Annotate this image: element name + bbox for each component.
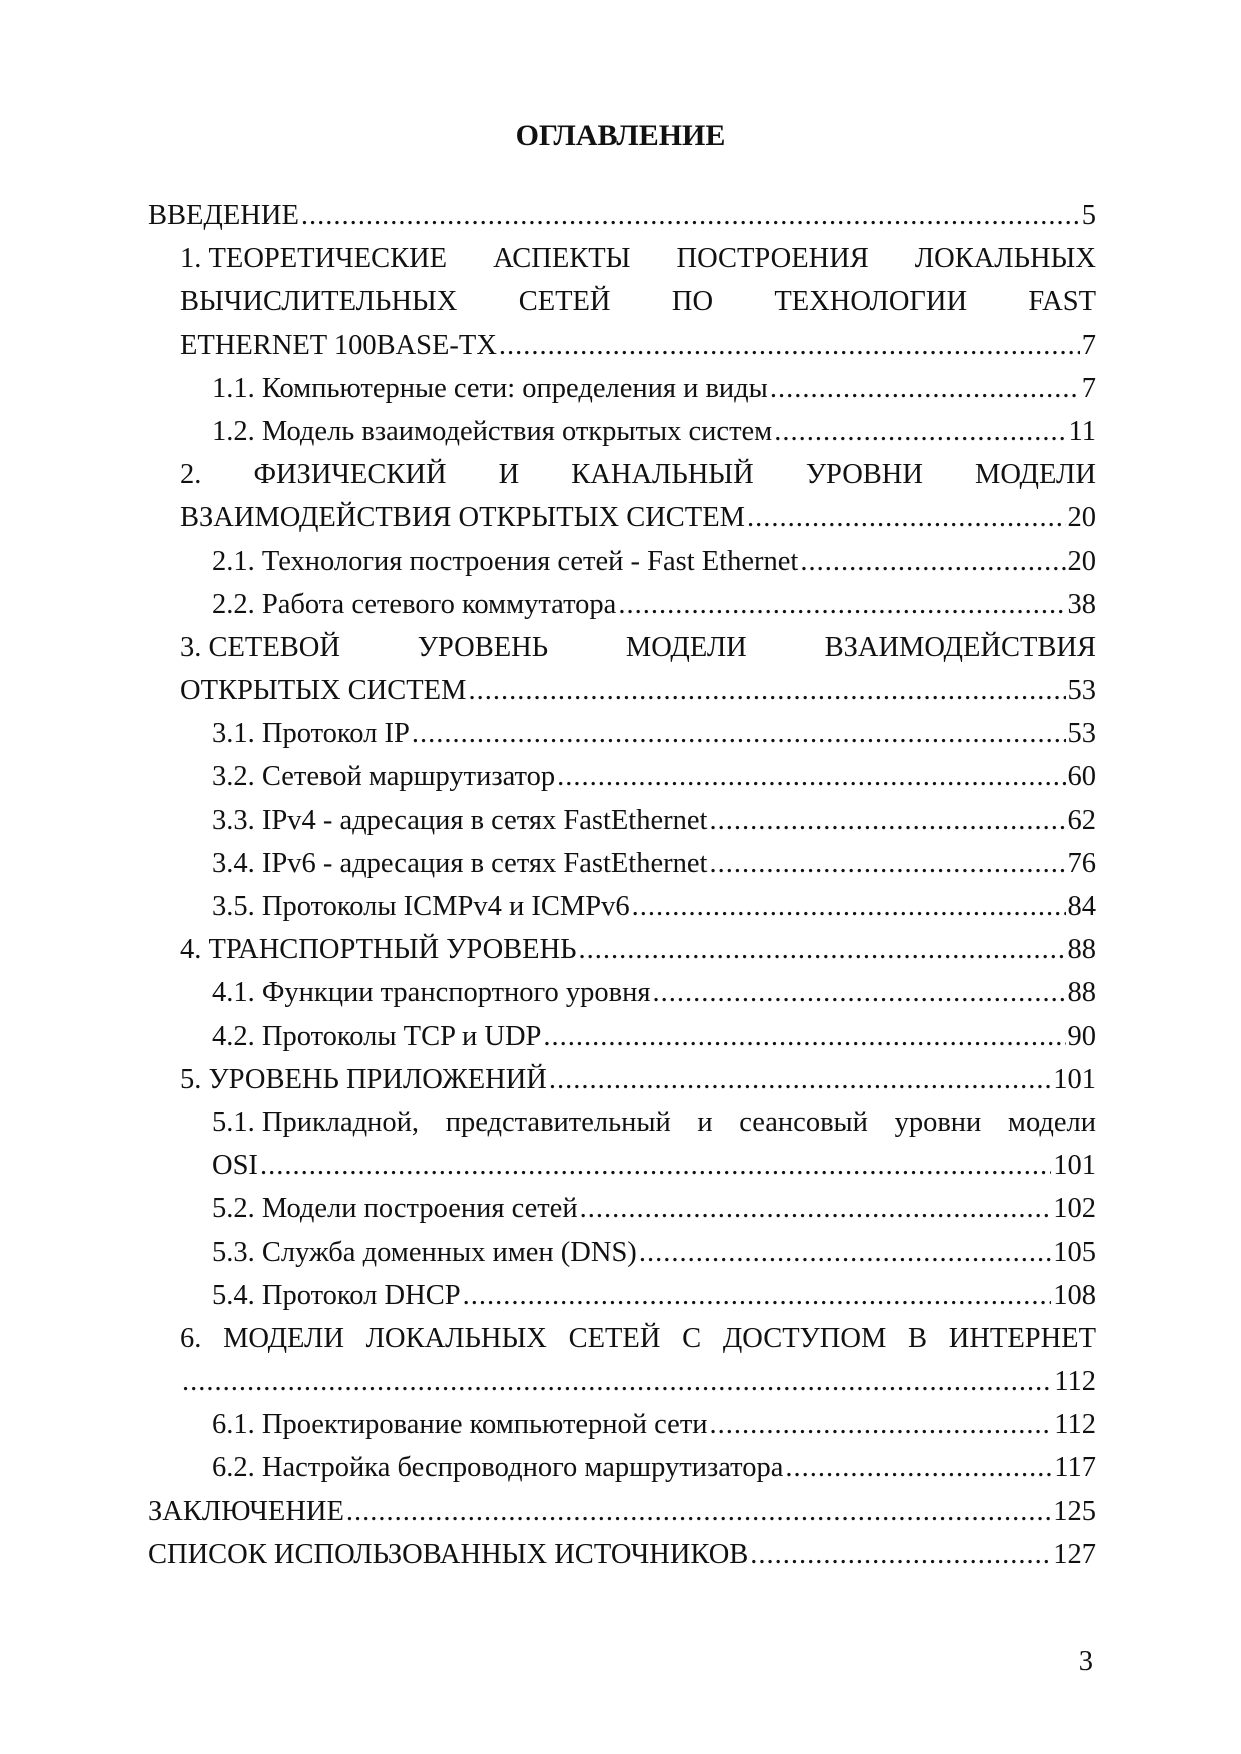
toc-entry-page: 88 — [1067, 934, 1096, 966]
toc-heading-word: FAST — [1028, 286, 1096, 318]
toc-entry — [148, 583, 1096, 626]
toc-entry-title: 4.1. Функции транспортного уровня — [212, 977, 651, 1009]
dot-leader — [557, 755, 1065, 798]
toc-entry — [148, 496, 1096, 539]
toc-entry-page: 112 — [1054, 1409, 1096, 1441]
page-title: ОГЛАВЛЕНИЕ — [515, 119, 726, 152]
toc-entry-page: 5 — [1081, 200, 1096, 231]
toc-entry-page: 117 — [1054, 1452, 1096, 1484]
toc-heading-word: 2. — [180, 459, 202, 491]
dot-leader — [632, 885, 1066, 928]
toc-entry-page: 53 — [1067, 675, 1096, 707]
dot-leader — [770, 367, 1080, 410]
toc-entry-page: 90 — [1067, 1020, 1096, 1052]
dot-leader — [468, 669, 1065, 712]
toc-entry-page: 7 — [1081, 372, 1096, 404]
toc-heading-word: 6. — [180, 1322, 202, 1354]
toc-entry — [148, 1403, 1096, 1446]
toc-heading-word: МОДЕЛИ — [975, 459, 1096, 491]
dot-leader — [412, 712, 1066, 755]
toc-entry-title: ЗАКЛЮЧЕНИЕ — [148, 1495, 344, 1527]
toc-entry-title: 3.2. Сетевой маршрутизатор — [212, 761, 556, 793]
toc-entry-title: 3.1. Протокол IP — [212, 718, 410, 750]
dot-leader — [182, 1360, 1052, 1403]
toc-entry-title: 4.2. Протоколы TCP и UDP — [212, 1020, 542, 1052]
dot-leader — [709, 842, 1065, 885]
toc-entry-title: 2.2. Работа сетевого коммутатора — [212, 588, 617, 620]
toc-heading-line — [148, 453, 1096, 496]
toc-heading-word: С — [682, 1322, 702, 1354]
toc-heading-word: КАНАЛЬНЫЙ — [571, 459, 754, 491]
toc-entry-title: 3.5. Протоколы ICMPv4 и ICMPv6 — [212, 891, 630, 922]
toc-entry-page: 20 — [1067, 545, 1096, 577]
toc-entry — [148, 324, 1096, 367]
toc-entry-title: 5.4. Протокол DHCP — [212, 1279, 461, 1311]
toc-entry-title: 6.2. Настройка беспроводного маршрутизатора — [212, 1452, 784, 1484]
toc-entry-page: 84 — [1067, 891, 1096, 922]
toc-entry-title: 2.1. Технология построения сетей - Fast Ethernet — [212, 545, 799, 577]
toc-entry — [148, 1058, 1096, 1101]
toc-entry-title: 5.3. Служба доменных имен (DNS) — [212, 1236, 637, 1268]
toc-entry-page: 88 — [1067, 977, 1096, 1009]
toc-heading-line — [148, 237, 1096, 280]
toc-entry — [148, 1360, 1096, 1403]
toc-heading-line — [148, 1317, 1096, 1360]
toc-entry-title: СПИСОК ИСПОЛЬЗОВАННЫХ ИСТОЧНИКОВ — [148, 1538, 749, 1570]
dot-leader — [580, 1187, 1052, 1230]
toc-entry-page: 53 — [1067, 718, 1096, 750]
toc-entry-page: 102 — [1053, 1193, 1096, 1225]
toc-entry — [148, 799, 1096, 842]
dot-leader — [549, 1058, 1051, 1101]
toc-entry — [148, 540, 1096, 583]
toc-entry — [148, 1274, 1096, 1317]
dot-leader — [750, 1533, 1051, 1576]
toc-entry-page: 125 — [1053, 1495, 1096, 1527]
toc-entry — [148, 1144, 1096, 1187]
toc-heading-word: МОДЕЛИ — [223, 1322, 344, 1354]
toc-entry-page: 20 — [1067, 502, 1096, 534]
toc-heading-word: ДОСТУПОМ — [722, 1322, 887, 1354]
toc-heading-word: уровни — [894, 1106, 982, 1138]
toc-heading-word: ТЕХНОЛОГИИ — [774, 286, 968, 318]
toc-heading-word: УРОВЕНЬ — [417, 631, 549, 663]
toc-entry — [148, 194, 1096, 237]
toc-heading-word: 1. ТЕОРЕТИЧЕСКИЕ — [180, 243, 448, 275]
toc-entry — [148, 1187, 1096, 1230]
toc-entry — [148, 1490, 1096, 1533]
dot-leader — [463, 1274, 1052, 1317]
toc-heading-word: ПО — [671, 286, 714, 318]
toc-entry-page: 101 — [1053, 1150, 1096, 1182]
toc-entry-title: ВВЕДЕНИЕ — [148, 200, 299, 231]
toc-heading-line — [148, 280, 1096, 323]
toc-heading-word: И — [498, 459, 520, 491]
toc-entry — [148, 367, 1096, 410]
dot-leader — [579, 928, 1066, 971]
toc-entry-page: 76 — [1067, 847, 1096, 879]
toc-entry-page: 112 — [1054, 1366, 1096, 1398]
toc-entry-page: 127 — [1053, 1538, 1096, 1570]
toc-entry — [148, 1446, 1096, 1489]
toc-entry — [148, 971, 1096, 1014]
toc-entry-title: OSI — [212, 1150, 258, 1182]
toc-entry — [148, 1231, 1096, 1274]
toc-heading-word: ИНТЕРНЕТ — [948, 1322, 1096, 1354]
toc-entry-page: 108 — [1053, 1279, 1096, 1311]
dot-leader — [710, 1403, 1053, 1446]
toc-heading-word: ВЫЧИСЛИТЕЛЬНЫХ — [180, 286, 458, 318]
toc-heading-word: АСПЕКТЫ — [493, 243, 631, 275]
toc-entry-page: 60 — [1067, 761, 1096, 793]
dot-leader — [499, 324, 1080, 367]
toc-heading-word: СЕТЕЙ — [568, 1322, 661, 1354]
dot-leader — [260, 1144, 1051, 1187]
toc-heading-word: ЛОКАЛЬНЫХ — [365, 1322, 547, 1354]
toc-entry-title: ETHERNET 100BASE-TX — [180, 329, 497, 361]
toc-entry-page: 62 — [1067, 804, 1096, 836]
dot-leader — [346, 1490, 1051, 1533]
toc-heading-word: ФИЗИЧЕСКИЙ — [253, 459, 447, 491]
toc-heading-word: СЕТЕЙ — [518, 286, 611, 318]
dot-leader — [774, 410, 1066, 453]
toc-entry — [148, 669, 1096, 712]
toc-heading-word: ЛОКАЛЬНЫХ — [914, 243, 1096, 275]
toc-heading-word: сеансовый — [739, 1106, 868, 1138]
toc-entry-title: 5. УРОВЕНЬ ПРИЛОЖЕНИЙ — [180, 1063, 547, 1095]
toc-entry — [148, 928, 1096, 971]
toc-heading-word: 3. СЕТЕВОЙ — [180, 631, 340, 663]
toc-entry — [148, 885, 1096, 928]
toc-entry-title: 1.1. Компьютерные сети: определения и виды — [212, 372, 768, 404]
toc-heading-word: ВЗАИМОДЕЙСТВИЯ — [824, 631, 1096, 663]
page-number: 3 — [1078, 1646, 1093, 1677]
dot-leader — [785, 1446, 1052, 1489]
toc-entry-page: 7 — [1081, 329, 1096, 361]
toc-heading-word: ПОСТРОЕНИЯ — [676, 243, 869, 275]
toc-entry-title: 3.4. IPv6 - адресация в сетях FastEthernet — [212, 847, 708, 879]
toc-entry-title: ОТКРЫТЫХ СИСТЕМ — [180, 675, 467, 707]
toc-heading-word: и — [697, 1106, 713, 1138]
toc-entry-title: 3.3. IPv4 - адресация в сетях FastEthernet — [212, 804, 708, 836]
toc-entry — [148, 755, 1096, 798]
toc-entry-page: 38 — [1067, 588, 1096, 620]
toc-entry — [148, 1533, 1096, 1576]
toc-entry-title: 5.2. Модели построения сетей — [212, 1193, 578, 1225]
toc-heading-line — [148, 1101, 1096, 1144]
dot-leader — [639, 1231, 1051, 1274]
toc-heading-word: 5.1. Прикладной, — [212, 1106, 420, 1138]
toc-entry-title: 1.2. Модель взаимодействия открытых систем — [212, 415, 773, 447]
toc-heading-word: представительный — [445, 1106, 671, 1138]
dot-leader — [800, 540, 1065, 583]
dot-leader — [618, 583, 1065, 626]
toc-entry-page: 101 — [1053, 1063, 1096, 1095]
toc-entry — [148, 842, 1096, 885]
toc-entry-title: ВЗАИМОДЕЙСТВИЯ ОТКРЫТЫХ СИСТЕМ — [180, 502, 745, 534]
toc-entry-page: 105 — [1053, 1236, 1096, 1268]
dot-leader — [652, 971, 1065, 1014]
dot-leader — [747, 496, 1066, 539]
dot-leader — [709, 799, 1065, 842]
toc-entry-title: 4. ТРАНСПОРТНЫЙ УРОВЕНЬ — [180, 934, 577, 966]
toc-entry — [148, 410, 1096, 453]
toc-heading-word: модели — [1007, 1106, 1096, 1138]
toc-heading-word: МОДЕЛИ — [625, 631, 747, 663]
dot-leader — [543, 1015, 1065, 1058]
toc-heading-word: УРОВНИ — [805, 459, 923, 491]
toc-entry-title: 6.1. Проектирование компьютерной сети — [212, 1409, 708, 1441]
table-of-contents — [148, 194, 1096, 1576]
toc-entry-page: 11 — [1068, 415, 1096, 447]
toc-entry — [148, 1015, 1096, 1058]
toc-heading-word: В — [908, 1322, 928, 1354]
toc-heading-line — [148, 626, 1096, 669]
dot-leader — [301, 194, 1080, 237]
toc-entry — [148, 712, 1096, 755]
